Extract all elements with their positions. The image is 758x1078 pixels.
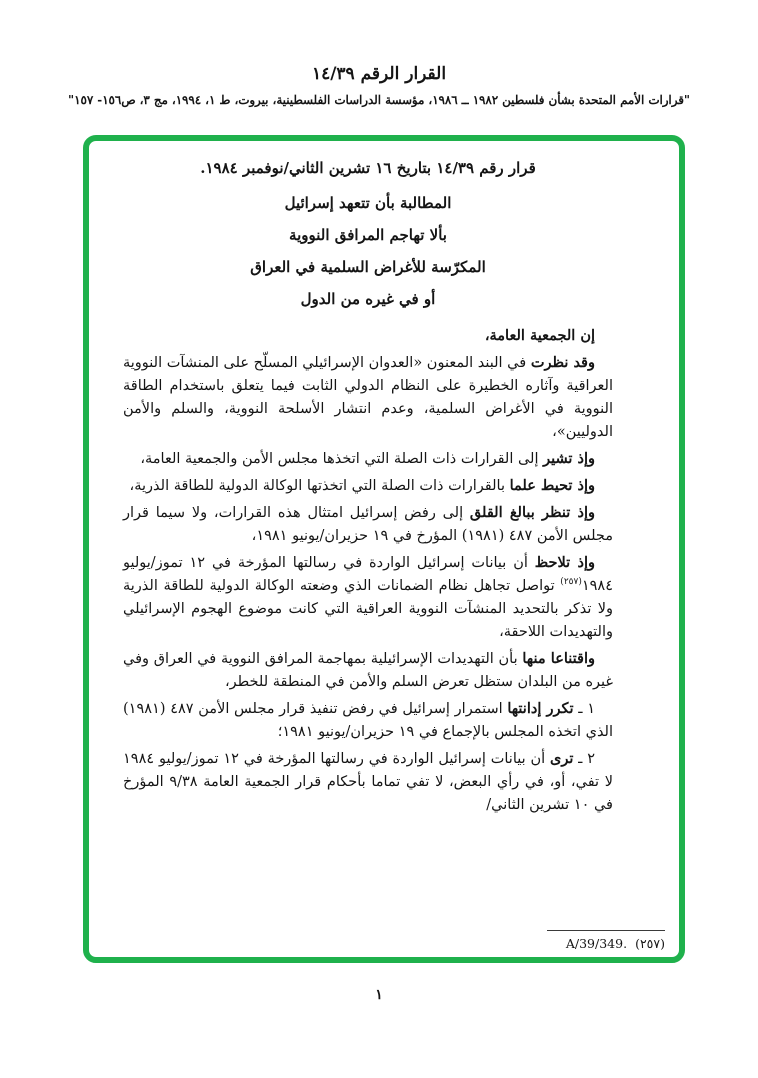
resolution-body xyxy=(123,324,613,817)
paragraph: ٢ ـ ترى أن بيانات إسرائيل الواردة في رسالتها المؤرخة في ١٢ تموز/يوليو ١٩٨٤ لا تفي، أو، في رأي البعض، لا تفي تماما بأحكام قرار الجمعية العامة ٩/٣٨ المؤرخ في ١٠ تشرين الثاني/ xyxy=(123,750,613,813)
resolution-title-line: المكرّسة للأغراض السلمية في العراق xyxy=(250,258,486,276)
footnote-separator xyxy=(547,930,665,931)
footnote-reference-marker: (٢٥٧) xyxy=(560,577,582,588)
paragraph: وإذ تشير إلى القرارات ذات الصلة التي اتخذها مجلس الأمن والجمعية العامة، xyxy=(140,450,595,467)
resolution-date-line: قرار رقم ١٤/٣٩ بتاريخ ١٦ تشرين الثاني/نوفمبر ١٩٨٤. xyxy=(200,159,536,177)
paragraph: واقتناعا منها بأن التهديدات الإسرائيلية بمهاجمة المرافق النووية في العراق وفي غيره من البلدان ستظل تعرض السلم والأمن في المنطقة للخطر، xyxy=(123,650,613,690)
paragraph: إن الجمعية العامة، xyxy=(484,327,595,344)
resolution-number-title: القرار الرقم ١٤/٣٩ xyxy=(311,64,447,84)
paragraph: ١ ـ تكرر إدانتها استمرار إسرائيل في رفض تنفيذ قرار مجلس الأمن ٤٨٧ (١٩٨١) الذي اتخذه المجلس بالإجماع في ١٩ حزيران/يونيو ١٩٨١؛ xyxy=(123,700,613,740)
footnote-ref: (٢٥٧) xyxy=(635,936,665,951)
paragraph: وإذ تنظر ببالغ القلق إلى رفض إسرائيل امتثال هذه القرارات، ولا سيما قرار مجلس الأمن ٤٨٧ (١٩٨١) المؤرخ في ١٩ حزيران/يونيو ١٩٨١، xyxy=(123,504,613,544)
resolution-title xyxy=(123,187,613,315)
paragraph: وإذ تحيط علما بالقرارات ذات الصلة التي اتخذتها الوكالة الدولية للطاقة الذرية، xyxy=(129,477,595,494)
footnote-line xyxy=(515,936,665,951)
footnote xyxy=(515,930,665,951)
paragraph: وإذ تلاحظ أن بيانات إسرائيل الواردة في رسالتها المؤرخة في ١٢ تموز/يوليو ١٩٨٤$^{(٢٥٧)}$ تواصل تجاهل نظام الضمانات الذي وضعته الوكالة الدولية للطاقة الذرية ولا تذكر بالتحديد المنشآت النووية العراقية التي كانت موضوع الهجوم الإسرائيلي والتهديدات اللاحقة، xyxy=(123,554,614,640)
footnote-doc-symbol: A/39/349. xyxy=(565,936,628,951)
paragraph: وقد نظرت في البند المعنون «العدوان الإسرائيلي المسلّح على المنشآت النووية العراقية وآثاره الخطيرة على النظام الدولي الثابت فيما يتعلق باستخدام الطاقة النووية في الأغراض السلمية، وعدم انتشار الأسلحة النووية، والسلم والأمن الدوليين»، xyxy=(122,354,613,440)
page-number: ١ xyxy=(375,987,383,1003)
resolution-title-line: بألا تهاجم المرافق النووية xyxy=(289,226,447,244)
resolution-title-line: أو في غيره من الدول xyxy=(300,290,436,308)
page-header xyxy=(0,64,758,107)
document-box xyxy=(83,135,685,963)
resolution-title-line: المطالبة بأن تتعهد إسرائيل xyxy=(284,194,452,212)
source-citation: "قرارات الأمم المتحدة بشأن فلسطين ١٩٨٢ ــ ١٩٨٦، مؤسسة الدراسات الفلسطينية، بيروت، ط ١، ١٩٩٤، مج ٣، ص١٥٦- ١٥٧" xyxy=(68,93,690,107)
